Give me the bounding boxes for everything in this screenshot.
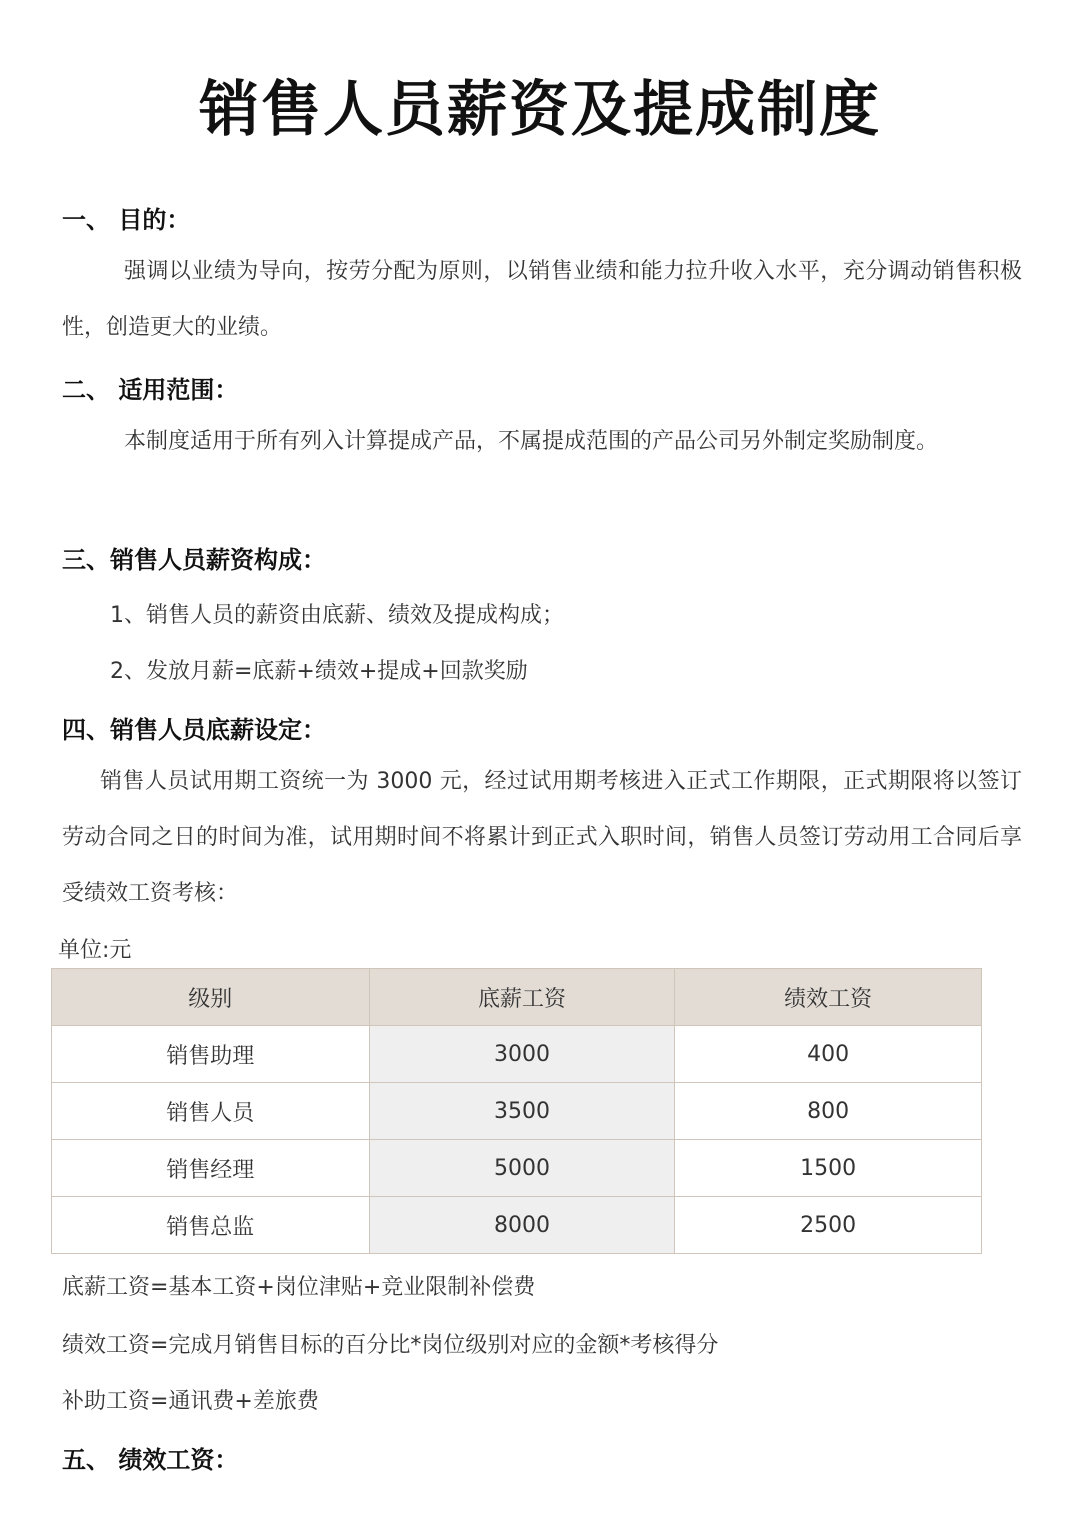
cell-base: 3000: [369, 1026, 675, 1083]
formula-performance-salary: 绩效工资=完成月销售目标的百分比*岗位级别对应的金额*考核得分: [62, 1333, 719, 1358]
cell-base: 5000: [369, 1140, 675, 1197]
header-base-salary: 底薪工资: [369, 969, 675, 1026]
cell-performance: 1500: [675, 1140, 982, 1197]
salary-table: [51, 968, 982, 1254]
formula-allowance: 补助工资=通讯费+差旅费: [62, 1389, 319, 1414]
document-title: 销售人员薪资及提成制度: [199, 75, 881, 145]
formula-base-salary: 底薪工资=基本工资+岗位津贴+竞业限制补偿费: [62, 1275, 536, 1300]
cell-level: 销售经理: [52, 1140, 370, 1197]
section-body-base-salary: 销售人员试用期工资统一为 3000 元，经过试用期考核进入正式工作期限，正式期限将以签订劳动合同之日的时间为准，试用期时间不将累计到正式入职时间，销售人员签订劳动用工合同后享受绩效工资考核：: [62, 769, 1022, 906]
section-heading-performance: 五、 绩效工资：: [62, 1446, 239, 1474]
cell-base: 3500: [369, 1083, 675, 1140]
section-body-purpose: 强调以业绩为导向，按劳分配为原则，以销售业绩和能力拉升收入水平，充分调动销售积极性，创造更大的业绩。: [62, 259, 1022, 340]
section-heading-purpose: 一、 目的：: [62, 206, 191, 234]
list-item: 2、发放月薪=底薪+绩效+提成+回款奖励: [110, 659, 528, 684]
table-row: [52, 1140, 982, 1197]
section-heading-scope: 二、 适用范围：: [62, 376, 239, 404]
cell-performance: 2500: [675, 1197, 982, 1254]
table-row: [52, 1197, 982, 1254]
table-row: [52, 1083, 982, 1140]
cell-performance: 400: [675, 1026, 982, 1083]
cell-level: 销售人员: [52, 1083, 370, 1140]
cell-level: 销售总监: [52, 1197, 370, 1254]
cell-level: 销售助理: [52, 1026, 370, 1083]
list-item: 1、销售人员的薪资由底薪、绩效及提成构成；: [110, 603, 564, 628]
table-header-row: [52, 969, 982, 1026]
section-heading-salary-structure: 三、销售人员薪资构成：: [62, 546, 326, 574]
cell-base: 8000: [369, 1197, 675, 1254]
section-body-scope: 本制度适用于所有列入计算提成产品，不属提成范围的产品公司另外制定奖励制度。: [124, 429, 939, 454]
section-heading-base-salary: 四、销售人员底薪设定：: [62, 716, 326, 744]
header-level: 级别: [52, 969, 370, 1026]
unit-label: 单位:元: [58, 938, 132, 963]
cell-performance: 800: [675, 1083, 982, 1140]
table-row: [52, 1026, 982, 1083]
header-performance-salary: 绩效工资: [675, 969, 982, 1026]
